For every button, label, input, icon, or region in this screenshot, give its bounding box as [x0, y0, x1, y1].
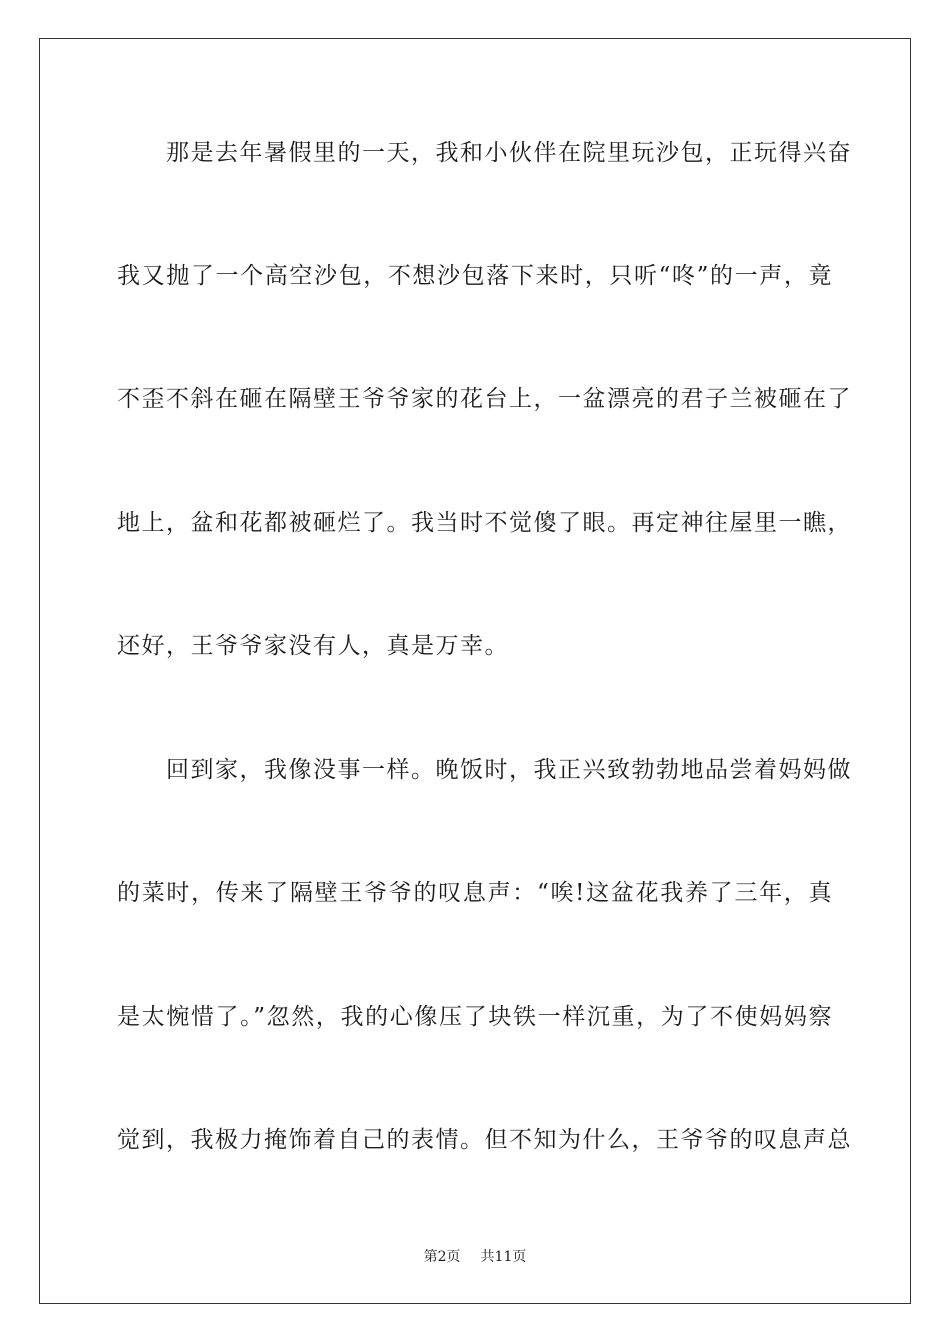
page-number-total: 共11页: [480, 1249, 527, 1265]
text-line-2: 我又抛了一个高空沙包，不想沙包落下来时，只听“咚”的一声，竟: [117, 263, 833, 289]
page-footer: [0, 1247, 950, 1267]
text-line-6: 回到家，我像没事一样。晚饭时，我正兴致勃勃地品尝着妈妈做: [117, 757, 852, 783]
text-line-3: 不歪不斜在砸在隔壁王爷爷家的花台上，一盆漂亮的君子兰被砸在了: [117, 386, 852, 412]
text-line-7: 的菜时，传来了隔壁王爷爷的叹息声：“唉!这盆花我养了三年，真: [117, 880, 833, 906]
page-number-current: 第2页: [423, 1249, 461, 1265]
page-border: [39, 38, 911, 1304]
text-line-4: 地上，盆和花都被砸烂了。我当时不觉傻了眼。再定神往屋里一瞧，: [117, 510, 852, 536]
text-line-1: 那是去年暑假里的一天，我和小伙伴在院里玩沙包，正玩得兴奋: [117, 140, 852, 166]
text-line-5: 还好，王爷爷家没有人，真是万幸。: [117, 633, 509, 659]
text-line-9: 觉到，我极力掩饰着自己的表情。但不知为什么，王爷爷的叹息声总: [117, 1127, 852, 1153]
text-line-8: 是太惋惜了。”忽然，我的心像压了块铁一样沉重，为了不使妈妈察: [117, 1004, 833, 1030]
